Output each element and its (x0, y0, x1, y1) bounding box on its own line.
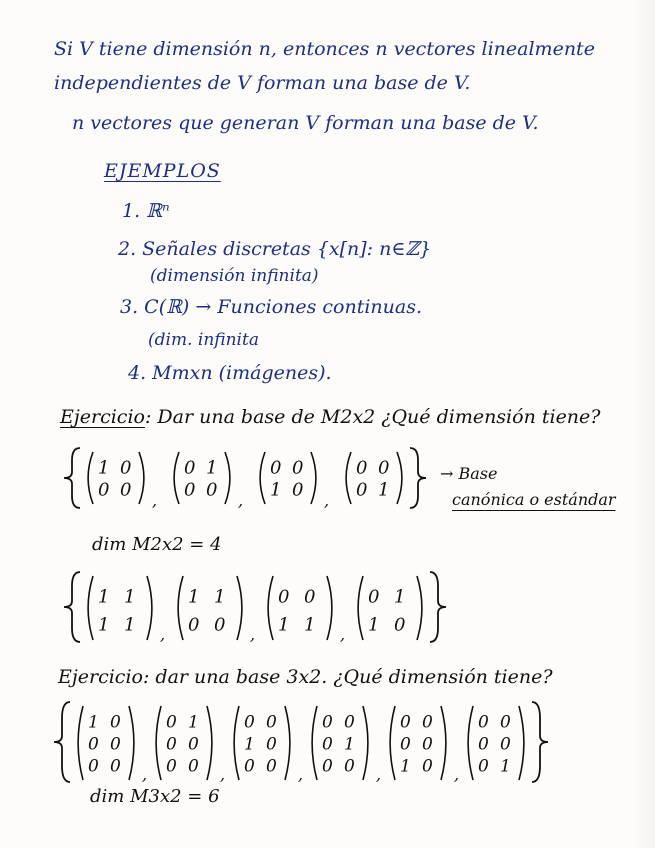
matrix-entry: 1 (244, 734, 255, 755)
matrix-entry: 0 (304, 586, 316, 608)
set-comma: , (376, 765, 382, 784)
matrix-entry: 0 (500, 734, 511, 755)
set-comma: , (152, 491, 158, 510)
matrix-left-paren (174, 452, 179, 504)
matrix-entry: 0 (266, 734, 277, 755)
matrix-entry: 0 (292, 457, 304, 479)
exercise2-result: dim M3x2 = 6 (90, 786, 220, 807)
matrix-entry: 1 (378, 479, 390, 501)
matrix-entry: 1 (368, 614, 380, 636)
matrix-right-paren (237, 576, 242, 640)
matrix-right-paren (147, 576, 152, 640)
matrix-right-paren (417, 576, 422, 640)
exercise1-label: Ejercicio (60, 406, 145, 428)
matrix-entry: 0 (500, 712, 511, 733)
matrix-entry: 0 (478, 734, 489, 755)
matrix-left-paren (156, 706, 161, 780)
matrix-entry: 0 (214, 614, 226, 636)
set-comma: , (220, 765, 226, 784)
matrix-entry: 1 (278, 614, 290, 636)
matrix-left-paren (78, 706, 83, 780)
example-item-1: 1. ℝⁿ (122, 200, 170, 222)
matrix-entry: 0 (184, 479, 196, 501)
matrix-entry: 1 (394, 586, 406, 608)
matrix-entry: 0 (422, 712, 433, 733)
set-open-brace (64, 448, 80, 508)
set-comma: , (298, 765, 304, 784)
matrix-left-paren (468, 706, 473, 780)
matrix-entry: 0 (270, 457, 282, 479)
matrix-entry: 1 (188, 586, 200, 608)
matrix-entry: 0 (244, 756, 255, 777)
matrix-right-paren (207, 706, 212, 780)
matrix-entry: 0 (244, 712, 255, 733)
matrix-entry: 1 (270, 479, 282, 501)
matrix-right-paren (441, 706, 446, 780)
example-item-4: 4. Mmxn (imágenes). (128, 362, 332, 384)
set-comma: , (340, 625, 346, 644)
matrix-right-paren (397, 452, 402, 504)
matrix-entry: 0 (394, 614, 406, 636)
matrix-right-paren (285, 706, 290, 780)
matrix-entry: 0 (188, 614, 200, 636)
matrix-entry: 1 (188, 712, 199, 733)
matrix-left-paren (268, 576, 273, 640)
theorem-line-1: Si V tiene dimensión n, entonces n vectores linealmente (54, 38, 595, 60)
matrix-left-paren (390, 706, 395, 780)
matrix-entry: 0 (356, 457, 368, 479)
matrix-entry: 0 (322, 734, 333, 755)
matrix-entry: 1 (206, 457, 218, 479)
matrix-entry: 0 (344, 712, 355, 733)
theorem-line-2: independientes de V forman una base de V. (54, 72, 471, 94)
matrix-entry: 1 (214, 586, 226, 608)
matrix-entry: 0 (322, 712, 333, 733)
matrix-entry: 0 (110, 734, 121, 755)
matrix-right-paren (519, 706, 524, 780)
matrix-right-paren (311, 452, 316, 504)
set-comma: , (160, 625, 166, 644)
matrix-entry: 1 (344, 734, 355, 755)
matrix-right-paren (327, 576, 332, 640)
set-comma: , (454, 765, 460, 784)
matrix-entry: 0 (166, 712, 177, 733)
matrix-entry: 0 (378, 457, 390, 479)
exercise1-result: dim M2x2 = 4 (92, 534, 222, 555)
matrix-entry: 1 (400, 756, 411, 777)
matrix-entry: 0 (266, 712, 277, 733)
matrix-right-paren (129, 706, 134, 780)
matrix-right-paren (225, 452, 230, 504)
matrix-entry: 0 (368, 586, 380, 608)
set-comma: , (238, 491, 244, 510)
matrix-entry: 0 (400, 734, 411, 755)
matrix-entry: 0 (188, 756, 199, 777)
matrix-entry: 0 (110, 756, 121, 777)
matrix-left-paren (260, 452, 265, 504)
matrix-entry: 0 (356, 479, 368, 501)
matrix-left-paren (88, 576, 93, 640)
matrix-entry: 1 (98, 457, 110, 479)
matrix-entry: 0 (166, 756, 177, 777)
matrix-entry: 0 (88, 734, 99, 755)
matrix-entry: 0 (478, 756, 489, 777)
matrix-entry: 0 (206, 479, 218, 501)
matrix-entry: 1 (124, 614, 136, 636)
basis-annotation-line2: canónica o estándar (452, 490, 616, 509)
matrix-entry: 0 (188, 734, 199, 755)
basis-annotation-line1: → Base (440, 464, 498, 483)
matrix-entry: 0 (292, 479, 304, 501)
matrix-left-paren (178, 576, 183, 640)
matrix-entry: 1 (500, 756, 511, 777)
matrix-entry: 0 (120, 457, 132, 479)
matrix-entry: 1 (98, 586, 110, 608)
theorem-line-3: n vectores que generan V forman una base de V. (72, 112, 539, 134)
set-close-brace (430, 572, 446, 642)
matrix-right-paren (139, 452, 144, 504)
example-item-3: 3. C(ℝ) → Funciones continuas. (120, 296, 423, 318)
matrix-left-paren (346, 452, 351, 504)
matrix-left-paren (312, 706, 317, 780)
matrix-entry: 0 (88, 756, 99, 777)
set-open-brace (54, 702, 70, 782)
matrix-entry: 0 (266, 756, 277, 777)
matrix-entry: 1 (304, 614, 316, 636)
exercise2-label: Ejercicio (58, 666, 143, 688)
examples-heading: EJEMPLOS (104, 160, 221, 182)
matrix-entry: 0 (422, 756, 433, 777)
example-item-2-note: (dimensión infinita) (150, 266, 319, 286)
matrix-entry: 0 (322, 756, 333, 777)
set-comma: , (142, 765, 148, 784)
matrix-entry: 0 (184, 457, 196, 479)
matrix-entry: 0 (478, 712, 489, 733)
matrix-entry: 1 (124, 586, 136, 608)
matrix-entry: 0 (166, 734, 177, 755)
matrix-entry: 0 (120, 479, 132, 501)
matrix-entry: 1 (98, 614, 110, 636)
matrix-entry: 0 (110, 712, 121, 733)
example-item-3-note: (dim. infinita (148, 330, 259, 350)
matrix-entry: 0 (278, 586, 290, 608)
matrix-left-paren (358, 576, 363, 640)
exercise1-prompt: : Dar una base de M2x2 ¿Qué dimensión tiene? (144, 406, 601, 428)
matrix-entry: 1 (88, 712, 99, 733)
matrix-entry: 0 (422, 734, 433, 755)
exercise2-heading (58, 666, 553, 688)
matrix-entry: 0 (400, 712, 411, 733)
set-close-brace (532, 702, 548, 782)
matrix-left-paren (234, 706, 239, 780)
set-comma: , (324, 491, 330, 510)
exercise2-prompt: : dar una base 3x2. ¿Qué dimensión tiene? (142, 666, 553, 688)
example-item-2: 2. Señales discretas {x[n]: n∈ℤ} (118, 238, 432, 260)
set-comma: , (250, 625, 256, 644)
set-close-brace (410, 448, 426, 508)
matrix-right-paren (363, 706, 368, 780)
matrix-entry: 0 (344, 756, 355, 777)
matrix-left-paren (88, 452, 93, 504)
matrix-entry: 0 (98, 479, 110, 501)
set-open-brace (64, 572, 80, 642)
